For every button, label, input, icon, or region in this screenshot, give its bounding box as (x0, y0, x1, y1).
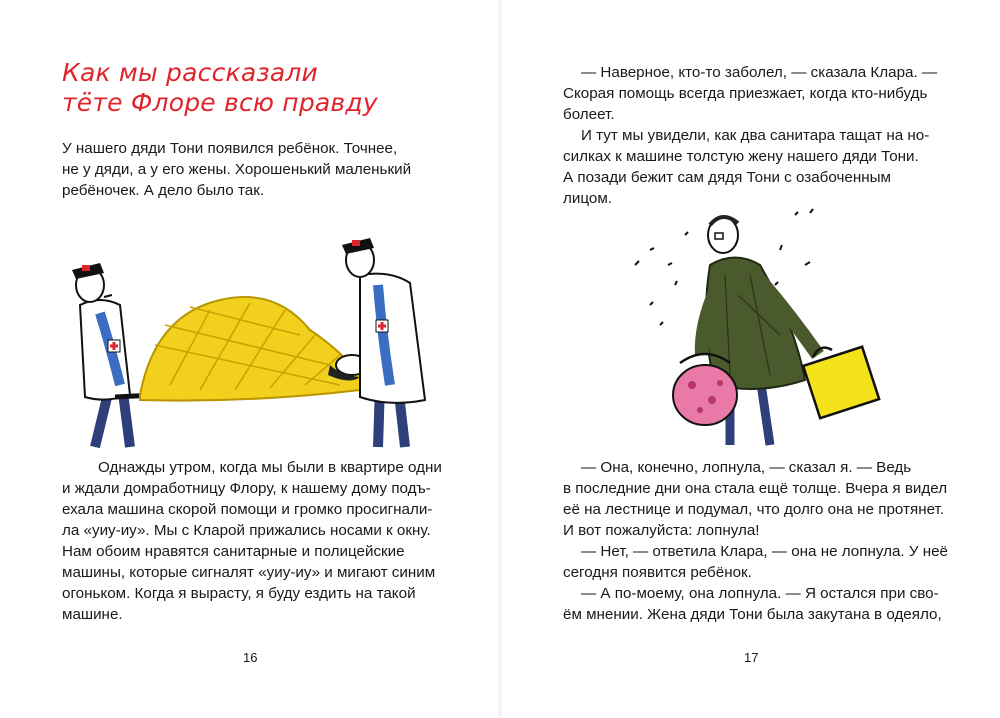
text-line: — Она, конечно, лопнула, — сказал я. — Ведь (581, 459, 912, 476)
text-line: сегодня появится ребёнок. (563, 564, 752, 581)
text-line: — Наверное, кто-то заболел, — сказала Клара. — (581, 64, 938, 81)
right-paramedic (342, 238, 425, 447)
body-line: машине. (62, 606, 123, 623)
intro-paragraph (62, 138, 411, 201)
text-line: в последние дни она стала ещё толще. Вчера я видел (563, 480, 948, 497)
chapter-title (62, 58, 378, 118)
text-line: — А по-моему, она лопнула. — Я остался при сво- (581, 585, 939, 602)
paramedics-stretcher-illustration (60, 225, 430, 450)
text-line: — Нет, — ответила Клара, — она не лопнула. У неё (581, 543, 949, 560)
intro-line: ребёночек. А дело было так. (62, 182, 265, 199)
body-line: ехала машина скорой помощи и громко просигнали- (62, 501, 433, 518)
page-number-right: 17 (744, 650, 759, 665)
body-line: и ждали домработницу Флору, к нашему дому подъ- (62, 480, 431, 497)
text-line: болеет. (563, 106, 615, 123)
intro-line: У нашего дяди Тони появился ребёнок. Точнее, (62, 140, 398, 157)
yellow-blanket (140, 297, 360, 401)
text-line: И вот пожалуйста: лопнула! (563, 522, 760, 539)
right-top-paragraph (563, 62, 937, 209)
right-page (500, 0, 1000, 718)
text-line: Скорая помощь всегда приезжает, когда кто-нибудь (563, 85, 928, 102)
uncle-toni-illustration (630, 205, 890, 450)
body-line: ла «уиу-иу». Мы с Кларой прижались носами к окну. (62, 522, 431, 539)
text-line: А позади бежит сам дядя Тони с озабоченным (563, 169, 891, 186)
body-line: машины, которые сигналят «уиу-иу» и мигают синим (62, 564, 436, 581)
right-bottom-paragraph (563, 457, 948, 625)
text-line: И тут мы увидели, как два санитара тащат на но- (581, 127, 930, 144)
left-paramedic (72, 263, 130, 447)
chapter-title-line-2: тёте Флоре всю правду (62, 88, 378, 117)
page-number-left: 16 (243, 650, 258, 665)
intro-line: не у дяди, а у его жены. Хорошенький маленький (62, 161, 412, 178)
text-line: силках к машине толстую жену нашего дяди Тони. (563, 148, 919, 165)
body-paragraph (62, 457, 442, 625)
body-line: Нам обоим нравятся санитарные и полицейские (62, 543, 405, 560)
body-line: Однажды утром, когда мы были в квартире одни (98, 459, 442, 476)
chapter-title-line-1: Как мы рассказали (62, 58, 319, 87)
yellow-suitcase (803, 347, 879, 418)
text-line: лицом. (563, 190, 612, 207)
text-line: её на лестнице и подумал, что долго она не протянет. (563, 501, 945, 518)
body-line: огоньком. Когда я вырасту, я буду ездить на такой (62, 585, 416, 602)
text-line: ём мнении. Жена дяди Тони была закутана в одеяло, (563, 606, 942, 623)
